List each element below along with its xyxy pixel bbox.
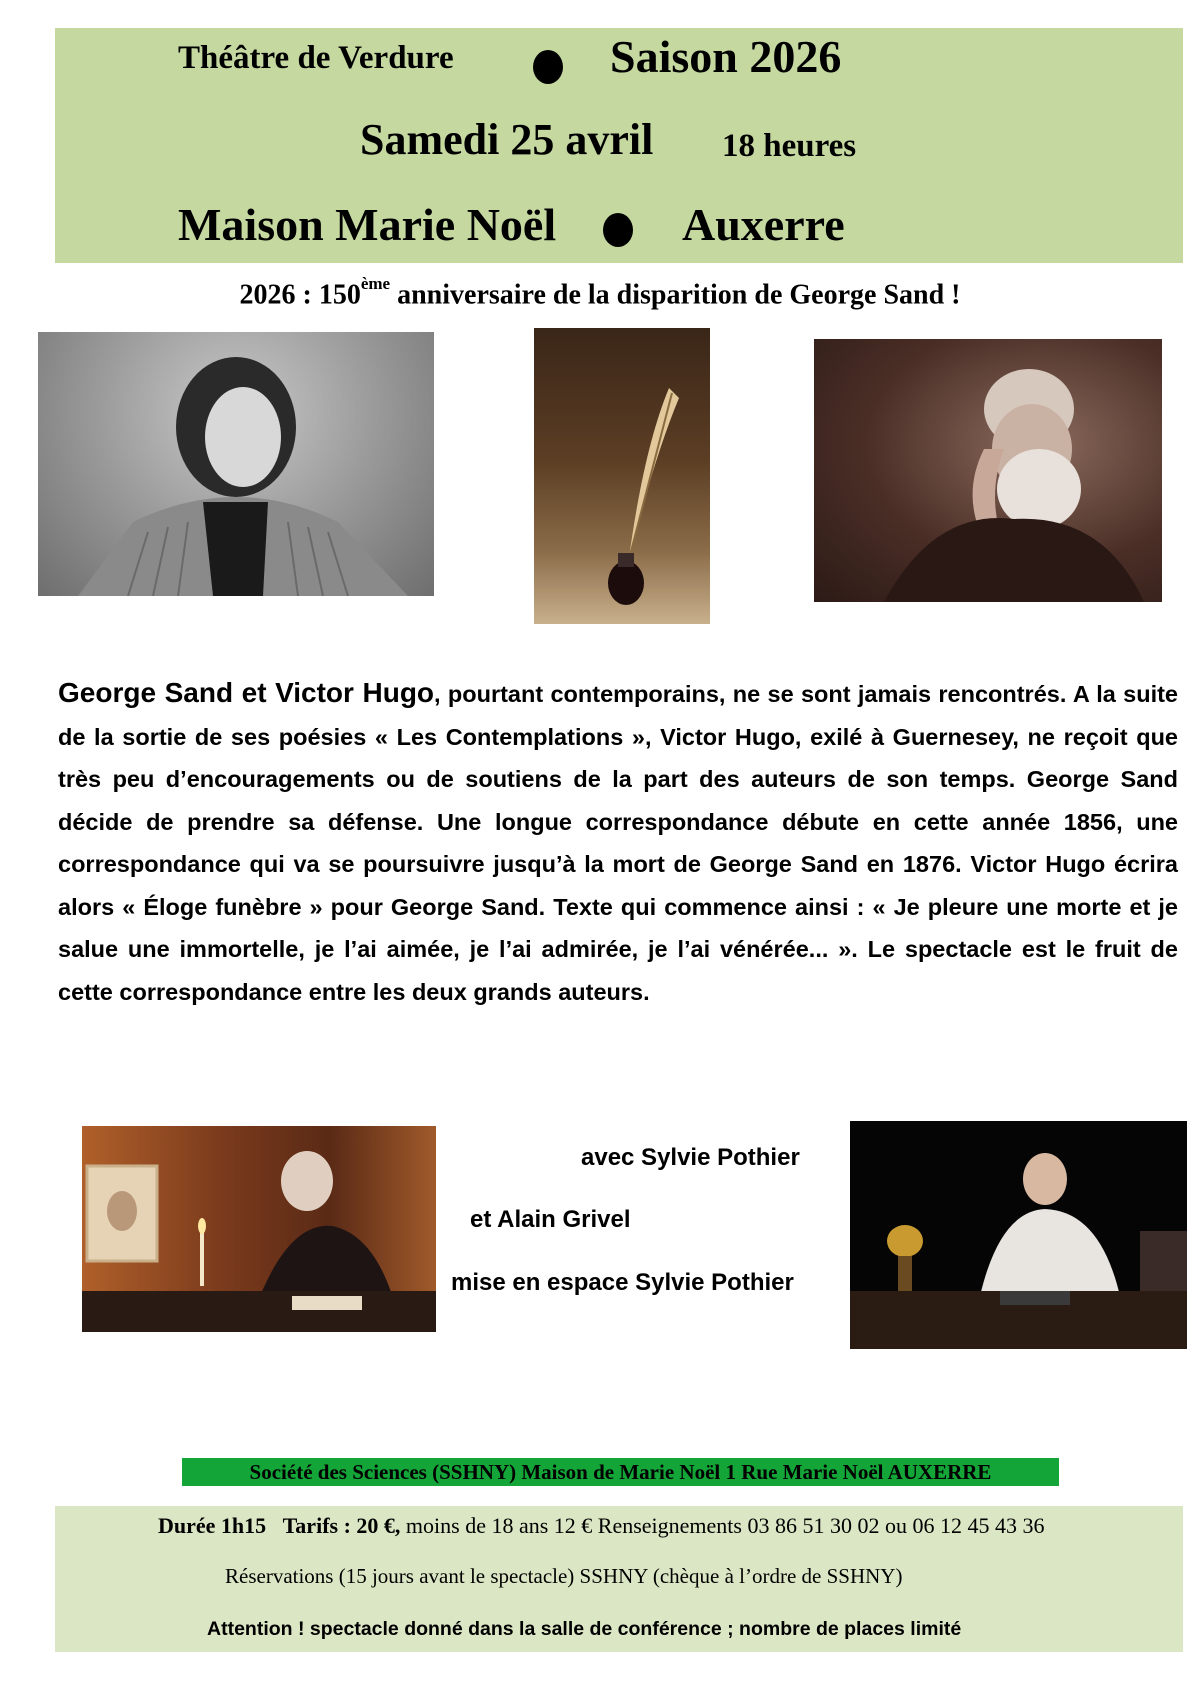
description-paragraph (58, 672, 1178, 1013)
venue-address: Société des Sciences (SSHNY) Maison de Marie Noël 1 Rue Marie Noël AUXERRE (182, 1458, 1059, 1486)
george-sand-portrait (38, 332, 434, 596)
reservations-line: Réservations (15 jours avant le spectacle) SSHNY (chèque à l’ordre de SSHNY) (225, 1564, 903, 1588)
subtitle-suffix: anniversaire de la disparition de George Sand ! (390, 279, 961, 311)
quill-and-inkwell (534, 328, 710, 624)
duration: Durée 1h15 (158, 1513, 267, 1538)
header-banner (55, 28, 1183, 263)
venue-line (178, 40, 454, 77)
description-lead: George Sand et Victor Hugo (58, 677, 435, 708)
credit-cast-1: avec Sylvie Pothier (581, 1144, 800, 1171)
description-text: , pourtant contemporains, ne se sont jamais rencontrés. A la suite de la sortie de ses poésies « Les Contemplations », Victor Hugo, exilé à Guernesey, ne reçoit que très peu d’encouragements ou de soutiens de la part des auteurs de son temps. George Sand décide de prendre sa défense. Une longue correspondance débute en cette année 1856, une correspondance qui va se poursuivre jusqu’à la mort de George Sand en 1876. Victor Hugo écrira alors « Éloge funèbre » pour George Sand. Texte qui commence ainsi : « Je pleure une morte et je salue une immortelle, je l’ai aimée, je l’ai admirée, je l’ai vénérée... ». Le spectacle est le fruit de cette correspondance entre les deux grands auteurs. (58, 681, 1178, 1005)
pricing-line (158, 1513, 1044, 1539)
bullet-dot-icon (603, 213, 633, 247)
tarifs: Tarifs : 20 €, (282, 1513, 401, 1538)
sylvie-pothier-stage-photo (850, 1121, 1187, 1349)
subtitle-superscript: ème (360, 274, 391, 293)
subtitle-prefix: 2026 : 150 (239, 279, 361, 311)
venue-name: Théâtre de Verdure (178, 40, 454, 76)
anniversary-subtitle (0, 274, 1200, 311)
event-time: 18 heures (722, 128, 857, 164)
event-date: Samedi 25 avril (360, 115, 654, 164)
attention-notice: Attention ! spectacle donné dans la salle de conférence ; nombre de places limité (207, 1618, 962, 1640)
info-footer (55, 1506, 1183, 1652)
location-name: Maison Marie Noël (178, 199, 557, 250)
pricing-details: moins de 18 ans 12 € Renseignements 03 86 51 30 02 ou 06 12 45 43 36 (400, 1513, 1045, 1538)
city-name: Auxerre (682, 199, 845, 250)
credit-direction: mise en espace Sylvie Pothier (451, 1269, 794, 1296)
credit-cast-2: et Alain Grivel (470, 1206, 631, 1233)
season: Saison 2026 (610, 31, 842, 82)
bullet-dot-icon (533, 50, 563, 84)
victor-hugo-portrait (814, 339, 1162, 602)
alain-grivel-stage-photo (82, 1126, 436, 1332)
